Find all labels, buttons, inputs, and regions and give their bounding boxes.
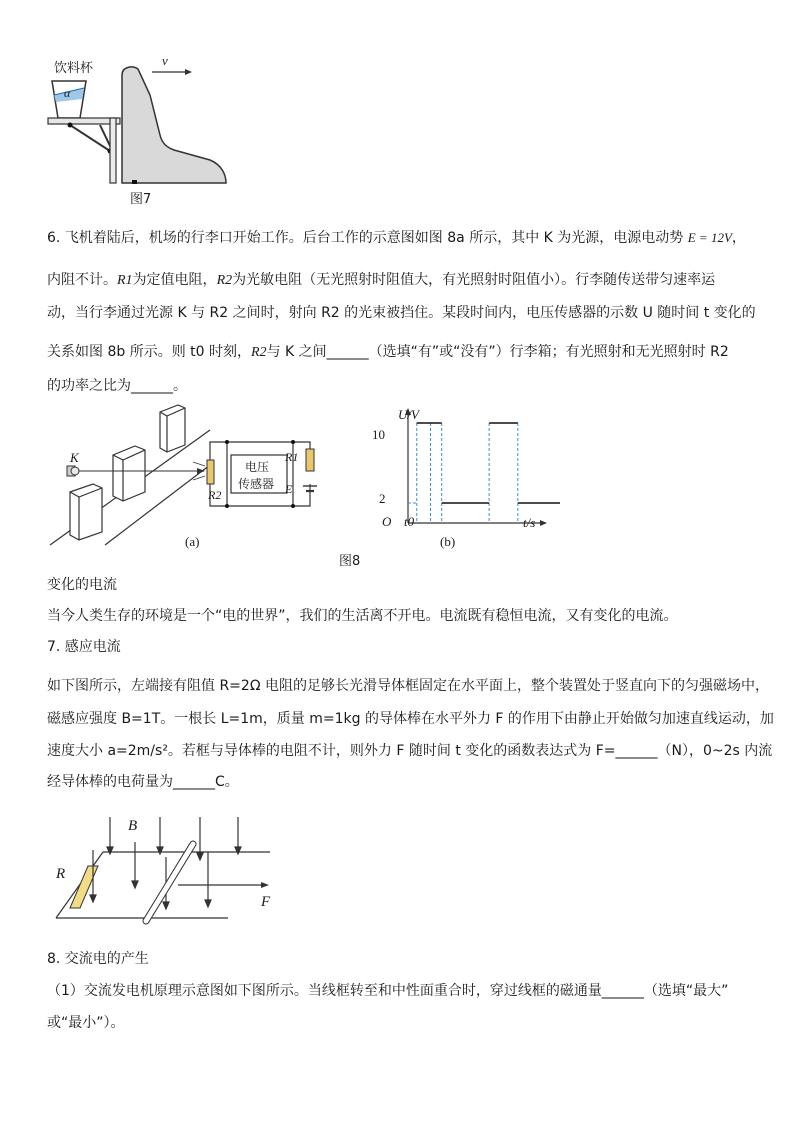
y-axis-label: U/V	[398, 407, 419, 422]
figure-rail-drawing	[48, 812, 288, 927]
figure-7	[40, 55, 240, 205]
q8-line-2: 或“最小”）。	[47, 1015, 125, 1031]
x-axis-label: t/s	[523, 515, 536, 530]
figure-rail	[48, 812, 288, 927]
r2-symbol: R2	[216, 273, 233, 288]
figure-7-drawing	[40, 55, 240, 205]
cup-label: 饮料杯	[54, 61, 94, 76]
resistor-r	[70, 866, 98, 908]
figure-8a-drawing	[45, 400, 335, 550]
seat-shape	[122, 67, 226, 183]
r1-symbol: R1	[117, 273, 133, 288]
figure-8a	[45, 400, 335, 550]
r-label: R	[56, 866, 66, 882]
figure-8-caption: 图8	[339, 554, 361, 569]
angle-label: α	[64, 86, 71, 100]
b-label: B	[128, 818, 138, 834]
ytick-label-10: 10	[372, 427, 385, 442]
emf-value: E = 12V	[687, 230, 732, 245]
r2-label: R2	[208, 488, 222, 502]
photoresistor-r2	[207, 460, 214, 484]
ytick-label-2: 2	[379, 491, 386, 506]
r2-symbol-2: R2	[251, 345, 267, 360]
sensor-label-1: 电压	[245, 460, 270, 474]
tray	[48, 118, 120, 124]
q6-line-2: 内阻不计。R1为定值电阻，R2为光敏电阻（无光照射时阻值大，有光照射时阻值小）。行李随传送带匀速率运	[47, 272, 716, 288]
q8-heading: 8. 交流电的产生	[47, 951, 149, 967]
section-heading-changing-current: 变化的电流	[47, 577, 117, 593]
q6-line-4: 关系如图 8b 所示。则 t0 时刻，R2与 K 之间______（选填“有”或“没有”）行李箱；有光照射和无光照射时 R2	[47, 344, 729, 360]
q7-line-3: 速度大小 a=2m/s²。若框与导体棒的电阻不计，则外力 F 随时间 t 变化的函数表达式为 F=______（N），0~2s 内流	[47, 743, 773, 759]
x-axis-arrow	[540, 520, 547, 526]
figure-7-caption: 图7	[130, 192, 152, 207]
f-label: F	[261, 894, 271, 910]
sub-caption-b: (b)	[440, 534, 456, 549]
luggage-box-3	[70, 484, 102, 540]
light-source-k	[67, 466, 79, 476]
q6-line-1: 6. 飞机着陆后，机场的行李口开始工作。后台工作的示意图如图 8a 所示，其中 K 为光源，电源电动势 E = 12V，	[47, 230, 746, 246]
luggage-box-1	[160, 405, 185, 452]
q7-line-2: 磁感应强度 B=1T。一根长 L=1m，质量 m=1kg 的导体棒在水平外力 F 的作用下由静止开始做匀加速直线运动，加	[47, 711, 774, 727]
q7-line-4: 经导体棒的电荷量为______C。	[47, 774, 239, 790]
e-label: E	[285, 482, 293, 496]
q6-line-3: 动，当行李通过光源 K 与 R2 之间时，射向 R2 的光束被挡住。某段时间内，电压传感器的示数 U 随时间 t 变化的	[47, 305, 756, 321]
q7-line-1: 如下图所示，左端接有阻值 R=2Ω 电阻的足够长光滑导体框固定在水平面上，整个装置处于竖直向下的匀强磁场中，	[47, 678, 769, 694]
q8-line-1: （1）交流发电机原理示意图如下图所示。当线框转至和中性面重合时，穿过线框的磁通量______（选填“最大”	[47, 983, 729, 999]
section-body-changing-current: 当今人类生存的环境是一个“电的世界”，我们的生活离不开电。电流既有稳恒电流，又有变化的电流。	[47, 608, 678, 624]
sub-caption-a: (a)	[185, 534, 200, 549]
resistor-r1	[306, 449, 314, 471]
q7-heading: 7. 感应电流	[47, 639, 121, 655]
r1-label: R1	[285, 450, 299, 464]
t0-label: t0	[404, 514, 415, 529]
figure-8b	[360, 405, 560, 550]
origin-label: O	[382, 514, 392, 529]
q6-line-5: 的功率之比为______。	[47, 378, 187, 394]
velocity-label: v	[162, 53, 168, 68]
sensor-label-2: 传感器	[238, 477, 275, 491]
k-label: K	[70, 450, 79, 465]
luggage-box-2	[113, 446, 145, 501]
